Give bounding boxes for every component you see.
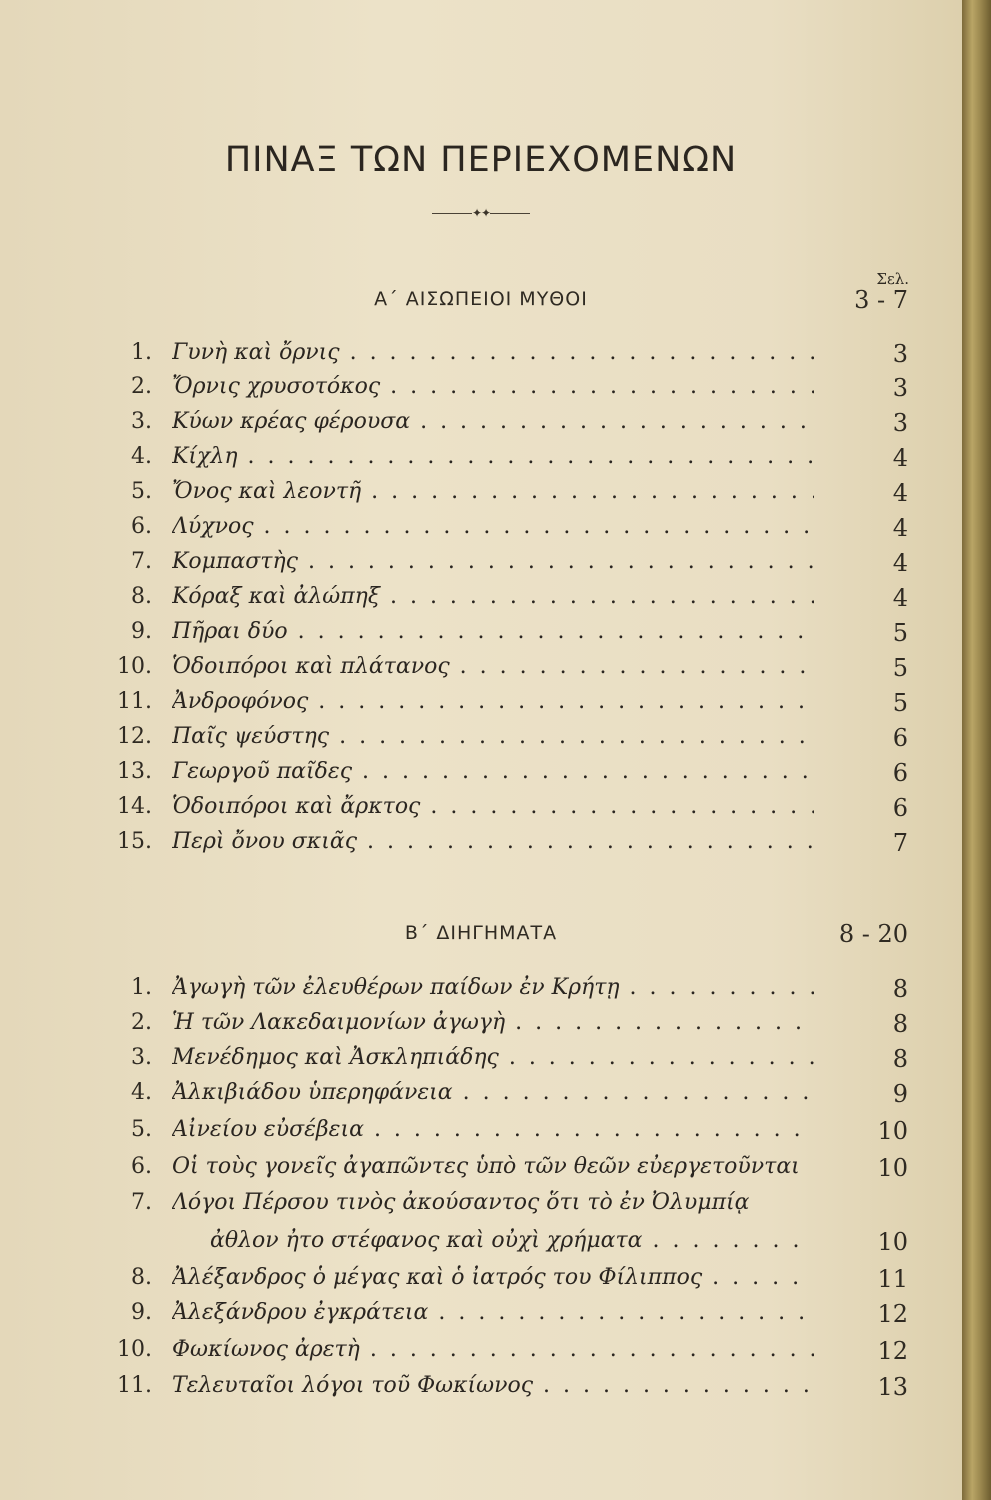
- entry-title: Περὶ ὄνου σκιᾶς . . .: [172, 829, 814, 854]
- page-title: ΠΙΝΑΞ ΤΩΝ ΠΕΡΙΕΧΟΜΕΝΩΝ: [224, 140, 738, 180]
- entry-page: 4: [892, 514, 908, 542]
- entry-page: 12: [877, 1300, 908, 1328]
- entry-number: 15.: [117, 829, 152, 854]
- entry-title: Κόραξ καὶ ἀλώπηξ . . .: [172, 584, 814, 609]
- toc-entry[interactable]: [0, 1045, 962, 1079]
- entry-number: 9.: [131, 1300, 152, 1325]
- entry-page: 4: [892, 584, 908, 612]
- page-column-label: Σελ.: [876, 270, 909, 288]
- entry-title: Ὁδοιπόροι καὶ πλάτανος . . .: [172, 654, 814, 679]
- toc-entry[interactable]: [0, 1337, 962, 1371]
- entry-title: Γυνὴ καὶ ὄρνις . . .: [172, 340, 814, 365]
- entry-title: Ἡ τῶν Λακεδαιμονίων ἀγωγὴ . . .: [172, 1010, 814, 1035]
- entry-number: 2.: [131, 1010, 152, 1035]
- entry-title: Ὄνος καὶ λεοντῆ . . .: [172, 479, 814, 504]
- entry-title: Κίχλη . . .: [172, 444, 814, 469]
- entry-page: 8: [892, 975, 908, 1003]
- entry-number: 13.: [117, 759, 152, 784]
- toc-entry[interactable]: [0, 374, 962, 408]
- toc-entry[interactable]: [0, 584, 962, 618]
- toc-entry[interactable]: [0, 975, 962, 1009]
- entry-number: 7.: [131, 1190, 152, 1215]
- entry-page: 6: [892, 794, 908, 822]
- entry-title: Μενέδημος καὶ Ἀσκληπιάδης . . .: [172, 1045, 814, 1070]
- entry-title: Ἀνδροφόνος . . .: [172, 689, 814, 714]
- toc-entry[interactable]: [0, 724, 962, 758]
- toc-entry[interactable]: [0, 654, 962, 688]
- toc-entry[interactable]: [0, 1154, 962, 1188]
- toc-entry[interactable]: [0, 1265, 962, 1299]
- entry-number: 1.: [131, 975, 152, 1000]
- entry-number: 1.: [131, 340, 152, 365]
- entry-page: 8: [892, 1045, 908, 1073]
- entry-title: Αἰνείου εὐσέβεια . . .: [172, 1117, 814, 1142]
- entry-page: 3: [892, 409, 908, 437]
- toc-entry[interactable]: [0, 1300, 962, 1334]
- entry-page: 5: [892, 689, 908, 717]
- entry-number: 4.: [131, 444, 152, 469]
- entry-title: Παῖς ψεύστης . . .: [172, 724, 814, 749]
- toc-entry[interactable]: [0, 1373, 962, 1407]
- entry-number: 12.: [117, 724, 152, 749]
- entry-page: 10: [877, 1228, 908, 1256]
- entry-title: Κομπαστὴς . . .: [172, 549, 814, 574]
- entry-page: 3: [892, 340, 908, 368]
- entry-number: 10.: [117, 654, 152, 679]
- title-ornament: ✦✦: [0, 206, 962, 220]
- entry-title: Οἱ τοὺς γονεῖς ἀγαπῶντες ὑπὸ τῶν θεῶν εὐεργετοῦνται: [172, 1154, 800, 1179]
- entry-title: Ἀλκιβιάδου ὑπερηφάνεια . . .: [172, 1080, 814, 1105]
- toc-entry[interactable]: [0, 689, 962, 723]
- entry-number: 6.: [131, 1154, 152, 1179]
- entry-page: 5: [892, 654, 908, 682]
- entry-title: Ἀλέξανδρος ὁ μέγας καὶ ὁ ἰατρός του Φίλιππος . . .: [172, 1265, 814, 1290]
- entry-number: 4.: [131, 1080, 152, 1105]
- entry-number: 6.: [131, 514, 152, 539]
- entry-title-continued: ἆθλον ἦτο στέφανος καὶ οὐχὶ χρήματα . . .: [210, 1228, 814, 1253]
- page-edge: [962, 0, 991, 1500]
- entry-title: Τελευταῖοι λόγοι τοῦ Φωκίωνος . . .: [172, 1373, 814, 1398]
- toc-entry[interactable]: [0, 1010, 962, 1044]
- entry-page: 6: [892, 724, 908, 752]
- toc-entry[interactable]: [0, 444, 962, 478]
- entry-title: Φωκίωνος ἀρετὴ . . .: [172, 1337, 814, 1362]
- entry-title: Γεωργοῦ παῖδες . . .: [172, 759, 814, 784]
- toc-entry-continuation[interactable]: [0, 1228, 962, 1262]
- section-page-range: 3 - 7: [854, 286, 908, 314]
- entry-title: Ὁδοιπόροι καὶ ἄρκτος . . .: [172, 794, 814, 819]
- entry-title: Λύχνος . . .: [172, 514, 814, 539]
- entry-number: 8.: [131, 584, 152, 609]
- entry-page: 8: [892, 1010, 908, 1038]
- entry-number: 14.: [117, 794, 152, 819]
- entry-page: 6: [892, 759, 908, 787]
- toc-entry[interactable]: [0, 549, 962, 583]
- toc-entry[interactable]: [0, 619, 962, 653]
- entry-page: 11: [877, 1265, 908, 1293]
- entry-number: 5.: [131, 1117, 152, 1142]
- entry-number: 2.: [131, 374, 152, 399]
- entry-number: 11.: [117, 1373, 152, 1398]
- toc-entry[interactable]: [0, 1117, 962, 1151]
- entry-title: Λόγοι Πέρσου τινὸς ἀκούσαντος ὅτι τὸ ἐν Ὀλυμπίᾳ: [172, 1190, 750, 1215]
- toc-entry[interactable]: [0, 794, 962, 828]
- entry-page: 13: [877, 1373, 908, 1401]
- toc-entry[interactable]: [0, 829, 962, 863]
- entry-number: 10.: [117, 1337, 152, 1362]
- entry-page: 5: [892, 619, 908, 647]
- entry-title: Κύων κρέας φέρουσα . . .: [172, 409, 814, 434]
- entry-page: 10: [877, 1117, 908, 1145]
- entry-page: 10: [877, 1154, 908, 1182]
- toc-entry[interactable]: [0, 514, 962, 548]
- section-page-range: 8 - 20: [838, 920, 908, 948]
- toc-entry[interactable]: [0, 409, 962, 443]
- toc-entry[interactable]: [0, 1080, 962, 1114]
- toc-entry[interactable]: [0, 759, 962, 793]
- entry-number: 5.: [131, 479, 152, 504]
- entry-title: Ὄρνις χρυσοτόκος . . .: [172, 374, 814, 399]
- entry-page: 4: [892, 549, 908, 577]
- entry-title: Πῆραι δύο . . .: [172, 619, 814, 644]
- entry-number: 9.: [131, 619, 152, 644]
- toc-entry[interactable]: [0, 340, 962, 374]
- entry-page: 9: [892, 1080, 908, 1108]
- entry-page: 3: [892, 374, 908, 402]
- entry-number: 3.: [131, 409, 152, 434]
- entry-number: 3.: [131, 1045, 152, 1070]
- section-title: Β΄ ΔΙΗΓΗΜΑΤΑ: [404, 922, 558, 944]
- entry-page: 4: [892, 479, 908, 507]
- entry-number: 8.: [131, 1265, 152, 1290]
- entry-number: 7.: [131, 549, 152, 574]
- toc-entry[interactable]: [0, 479, 962, 513]
- entry-number: 11.: [117, 689, 152, 714]
- entry-page: 4: [892, 444, 908, 472]
- entry-title: Ἀγωγὴ τῶν ἐλευθέρων παίδων ἐν Κρήτῃ . . .: [172, 975, 814, 1000]
- section-title: Α΄ ΑΙΣΩΠΕΙΟΙ ΜΥΘΟΙ: [374, 288, 588, 310]
- toc-entry[interactable]: [0, 1190, 962, 1224]
- entry-page: 12: [877, 1337, 908, 1365]
- entry-title: Ἀλεξάνδρου ἐγκράτεια . . .: [172, 1300, 814, 1325]
- entry-page: 7: [892, 829, 908, 857]
